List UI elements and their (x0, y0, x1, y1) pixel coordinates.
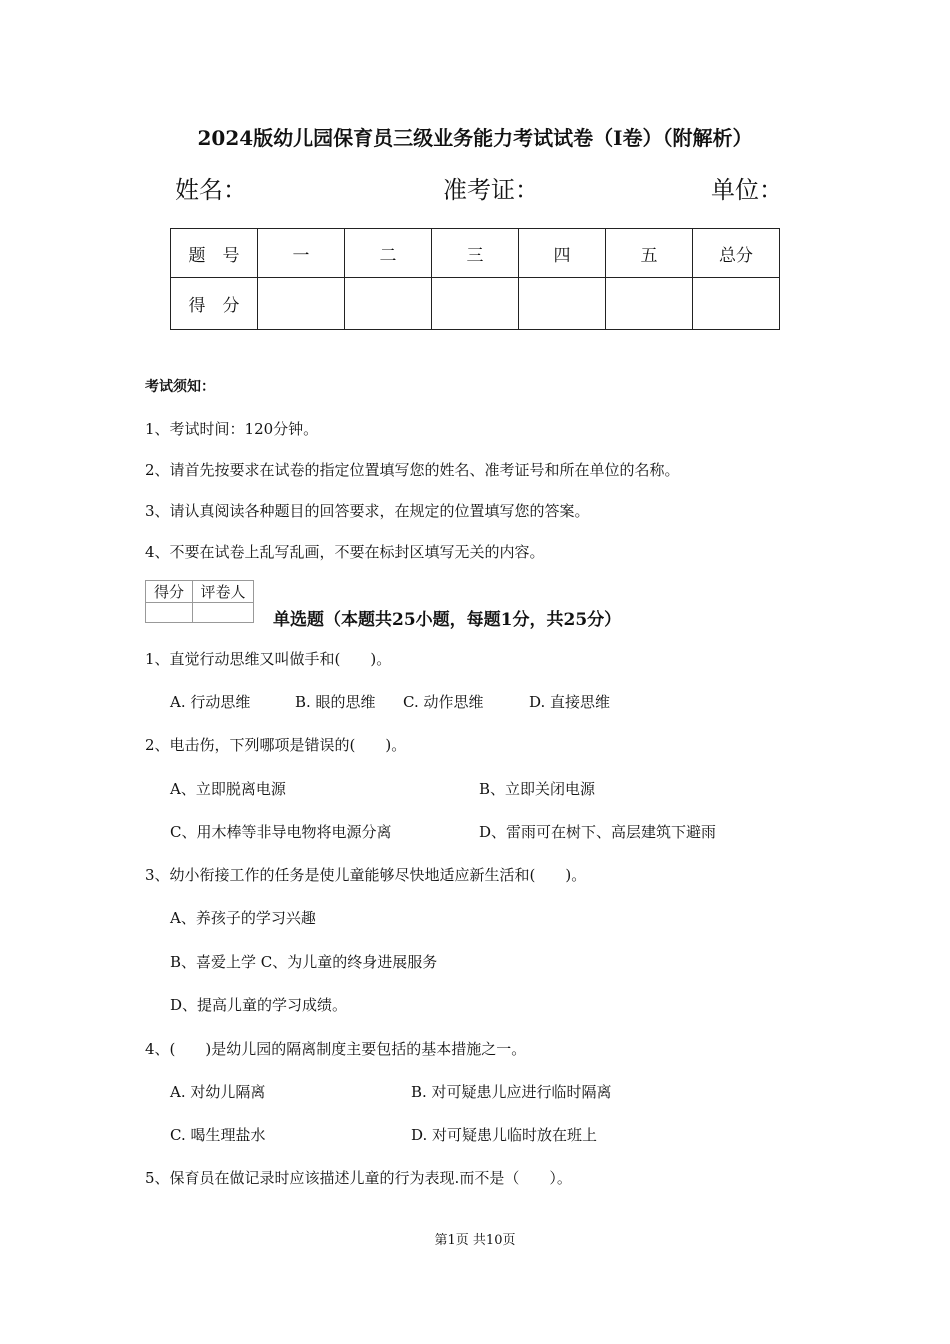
question-stem: 2、电击伤，下列哪项是错误的( )。 (145, 736, 407, 754)
grader-reviewer-label: 评卷人 (193, 581, 254, 603)
page-footer: 第1页 共10页 (434, 1233, 516, 1248)
score-table-header-cell: 题 号 (171, 229, 258, 278)
grader-reviewer-cell (193, 603, 254, 623)
question-option: C. 动作思维 (403, 693, 484, 711)
question-option: D. 对可疑患儿临时放在班上 (411, 1126, 598, 1144)
notice-item: 2、请首先按要求在试卷的指定位置填写您的姓名、准考证号和所在单位的名称。 (145, 461, 680, 479)
question-stem: 3、幼小衔接工作的任务是使儿童能够尽快地适应新生活和( )。 (145, 866, 587, 884)
question-option: B、喜爱上学 C、为儿童的终身进展服务 (170, 953, 438, 971)
score-row-label: 得 分 (171, 278, 258, 330)
question-stem: 4、( )是幼儿园的隔离制度主要包括的基本措施之一。 (145, 1040, 527, 1058)
question-option: D、雷雨可在树下、高层建筑下避雨 (479, 823, 717, 841)
score-table-header-cell: 总分 (693, 229, 780, 278)
question-option: A. 对幼儿隔离 (170, 1083, 266, 1101)
score-cell (693, 278, 780, 330)
score-cell (519, 278, 606, 330)
score-cell (258, 278, 345, 330)
question-option: B. 对可疑患儿应进行临时隔离 (411, 1083, 612, 1101)
grader-score-label: 得分 (146, 581, 193, 603)
exam-title: 2024版幼儿园保育员三级业务能力考试试卷（I卷）（附解析） (197, 126, 753, 150)
notice-title: 考试须知： (145, 379, 215, 395)
score-table-score-row (171, 278, 780, 330)
notice-item: 3、请认真阅读各种题目的回答要求，在规定的位置填写您的答案。 (145, 502, 590, 520)
question-option: A. 行动思维 (170, 693, 251, 711)
score-cell (432, 278, 519, 330)
score-table-header-cell: 一 (258, 229, 345, 278)
question-option: D. 直接思维 (529, 693, 611, 711)
score-table (170, 228, 780, 330)
question-option: C、用木棒等非导电物将电源分离 (170, 823, 392, 841)
question-option: D、提高儿童的学习成绩。 (170, 996, 348, 1014)
notice-item: 4、不要在试卷上乱写乱画，不要在标封区填写无关的内容。 (145, 543, 545, 561)
question-option: C. 喝生理盐水 (170, 1126, 266, 1144)
score-table-header-cell: 三 (432, 229, 519, 278)
score-cell (606, 278, 693, 330)
score-cell (345, 278, 432, 330)
section-title: 单选题（本题共25小题，每题1分，共25分） (273, 610, 622, 630)
notice-item: 1、考试时间：120分钟。 (145, 420, 319, 438)
question-option: A、立即脱离电源 (170, 780, 286, 798)
question-stem: 5、保育员在做记录时应该描述儿童的行为表现.而不是（ ）。 (145, 1169, 572, 1187)
score-table-header-cell: 四 (519, 229, 606, 278)
question-stem: 1、直觉行动思维又叫做手和( )。 (145, 650, 392, 668)
grader-box (145, 580, 254, 623)
score-table-header-cell: 五 (606, 229, 693, 278)
score-table-header-cell: 二 (345, 229, 432, 278)
question-option: B. 眼的思维 (295, 693, 376, 711)
name-label: 姓名： (175, 176, 247, 204)
question-option: A、养孩子的学习兴趣 (170, 909, 316, 927)
score-table-header-row (171, 229, 780, 278)
exam-number-label: 准考证： (443, 176, 539, 204)
unit-label: 单位： (711, 176, 783, 204)
question-option: B、立即关闭电源 (479, 780, 596, 798)
grader-score-cell (146, 603, 193, 623)
